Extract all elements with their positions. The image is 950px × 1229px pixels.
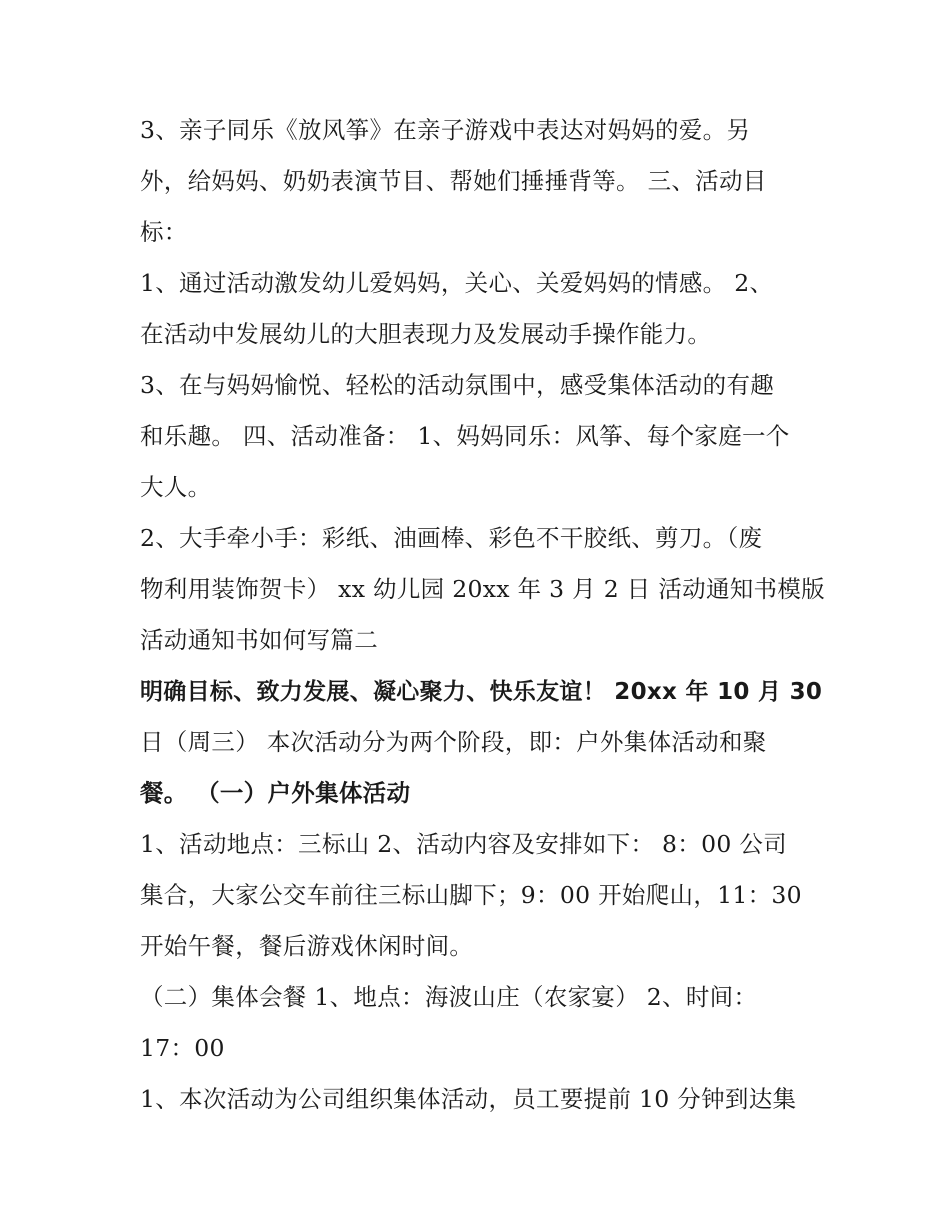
text-line-4: 1、通过活动激发幼儿爱妈妈，关心、关爱妈妈的情感。 2、 [140, 269, 774, 297]
text-line-1: 3、亲子同乐《放风筝》在亲子游戏中表达对妈妈的爱。另 [140, 116, 751, 144]
text-line-5: 在活动中发展幼儿的大胆表现力及发展动手操作能力。 [140, 320, 712, 348]
text-line-6: 3、在与妈妈愉悦、轻松的活动氛围中，感受集体活动的有趣 [140, 371, 775, 399]
text-line-15: 1、活动地点：三标山 2、活动内容及安排如下： 8：00 公司 [140, 830, 787, 858]
text-line-11: 活动通知书如何写篇二 [140, 626, 378, 654]
text-line-13: 日（周三） 本次活动分为两个阶段，即：户外集体活动和聚 [140, 728, 767, 756]
text-line-3: 标： [140, 218, 188, 246]
text-line-17: 开始午餐，餐后游戏休闲时间。 [140, 932, 474, 960]
text-line-2: 外，给妈妈、奶奶表演节目、帮她们捶捶背等。 三、活动目 [140, 167, 767, 195]
text-line-18: （二）集体会餐 1、地点：海波山庄（农家宴） 2、时间： [140, 983, 758, 1011]
text-line-8: 大人。 [140, 473, 212, 501]
text-line-20: 1、本次活动为公司组织集体活动，员工要提前 10 分钟到达集 [140, 1085, 797, 1113]
text-line-14: 餐。 （一）户外集体活动 [140, 779, 411, 807]
text-line-12: 明确目标、致力发展、凝心聚力、快乐友谊！ 20xx 年 10 月 30 [140, 679, 823, 705]
text-line-16: 集合，大家公交车前往三标山脚下；9：00 开始爬山，11：30 [140, 881, 802, 909]
text-line-10: 物利用装饰贺卡） xx 幼儿园 20xx 年 3 月 2 日 活动通知书模版 [140, 575, 825, 603]
text-line-9: 2、大手牵小手：彩纸、油画棒、彩色不干胶纸、剪刀。（废 [140, 524, 763, 552]
text-line-7: 和乐趣。 四、活动准备： 1、妈妈同乐：风筝、每个家庭一个 [140, 422, 790, 450]
text-line-19: 17：00 [140, 1034, 225, 1062]
